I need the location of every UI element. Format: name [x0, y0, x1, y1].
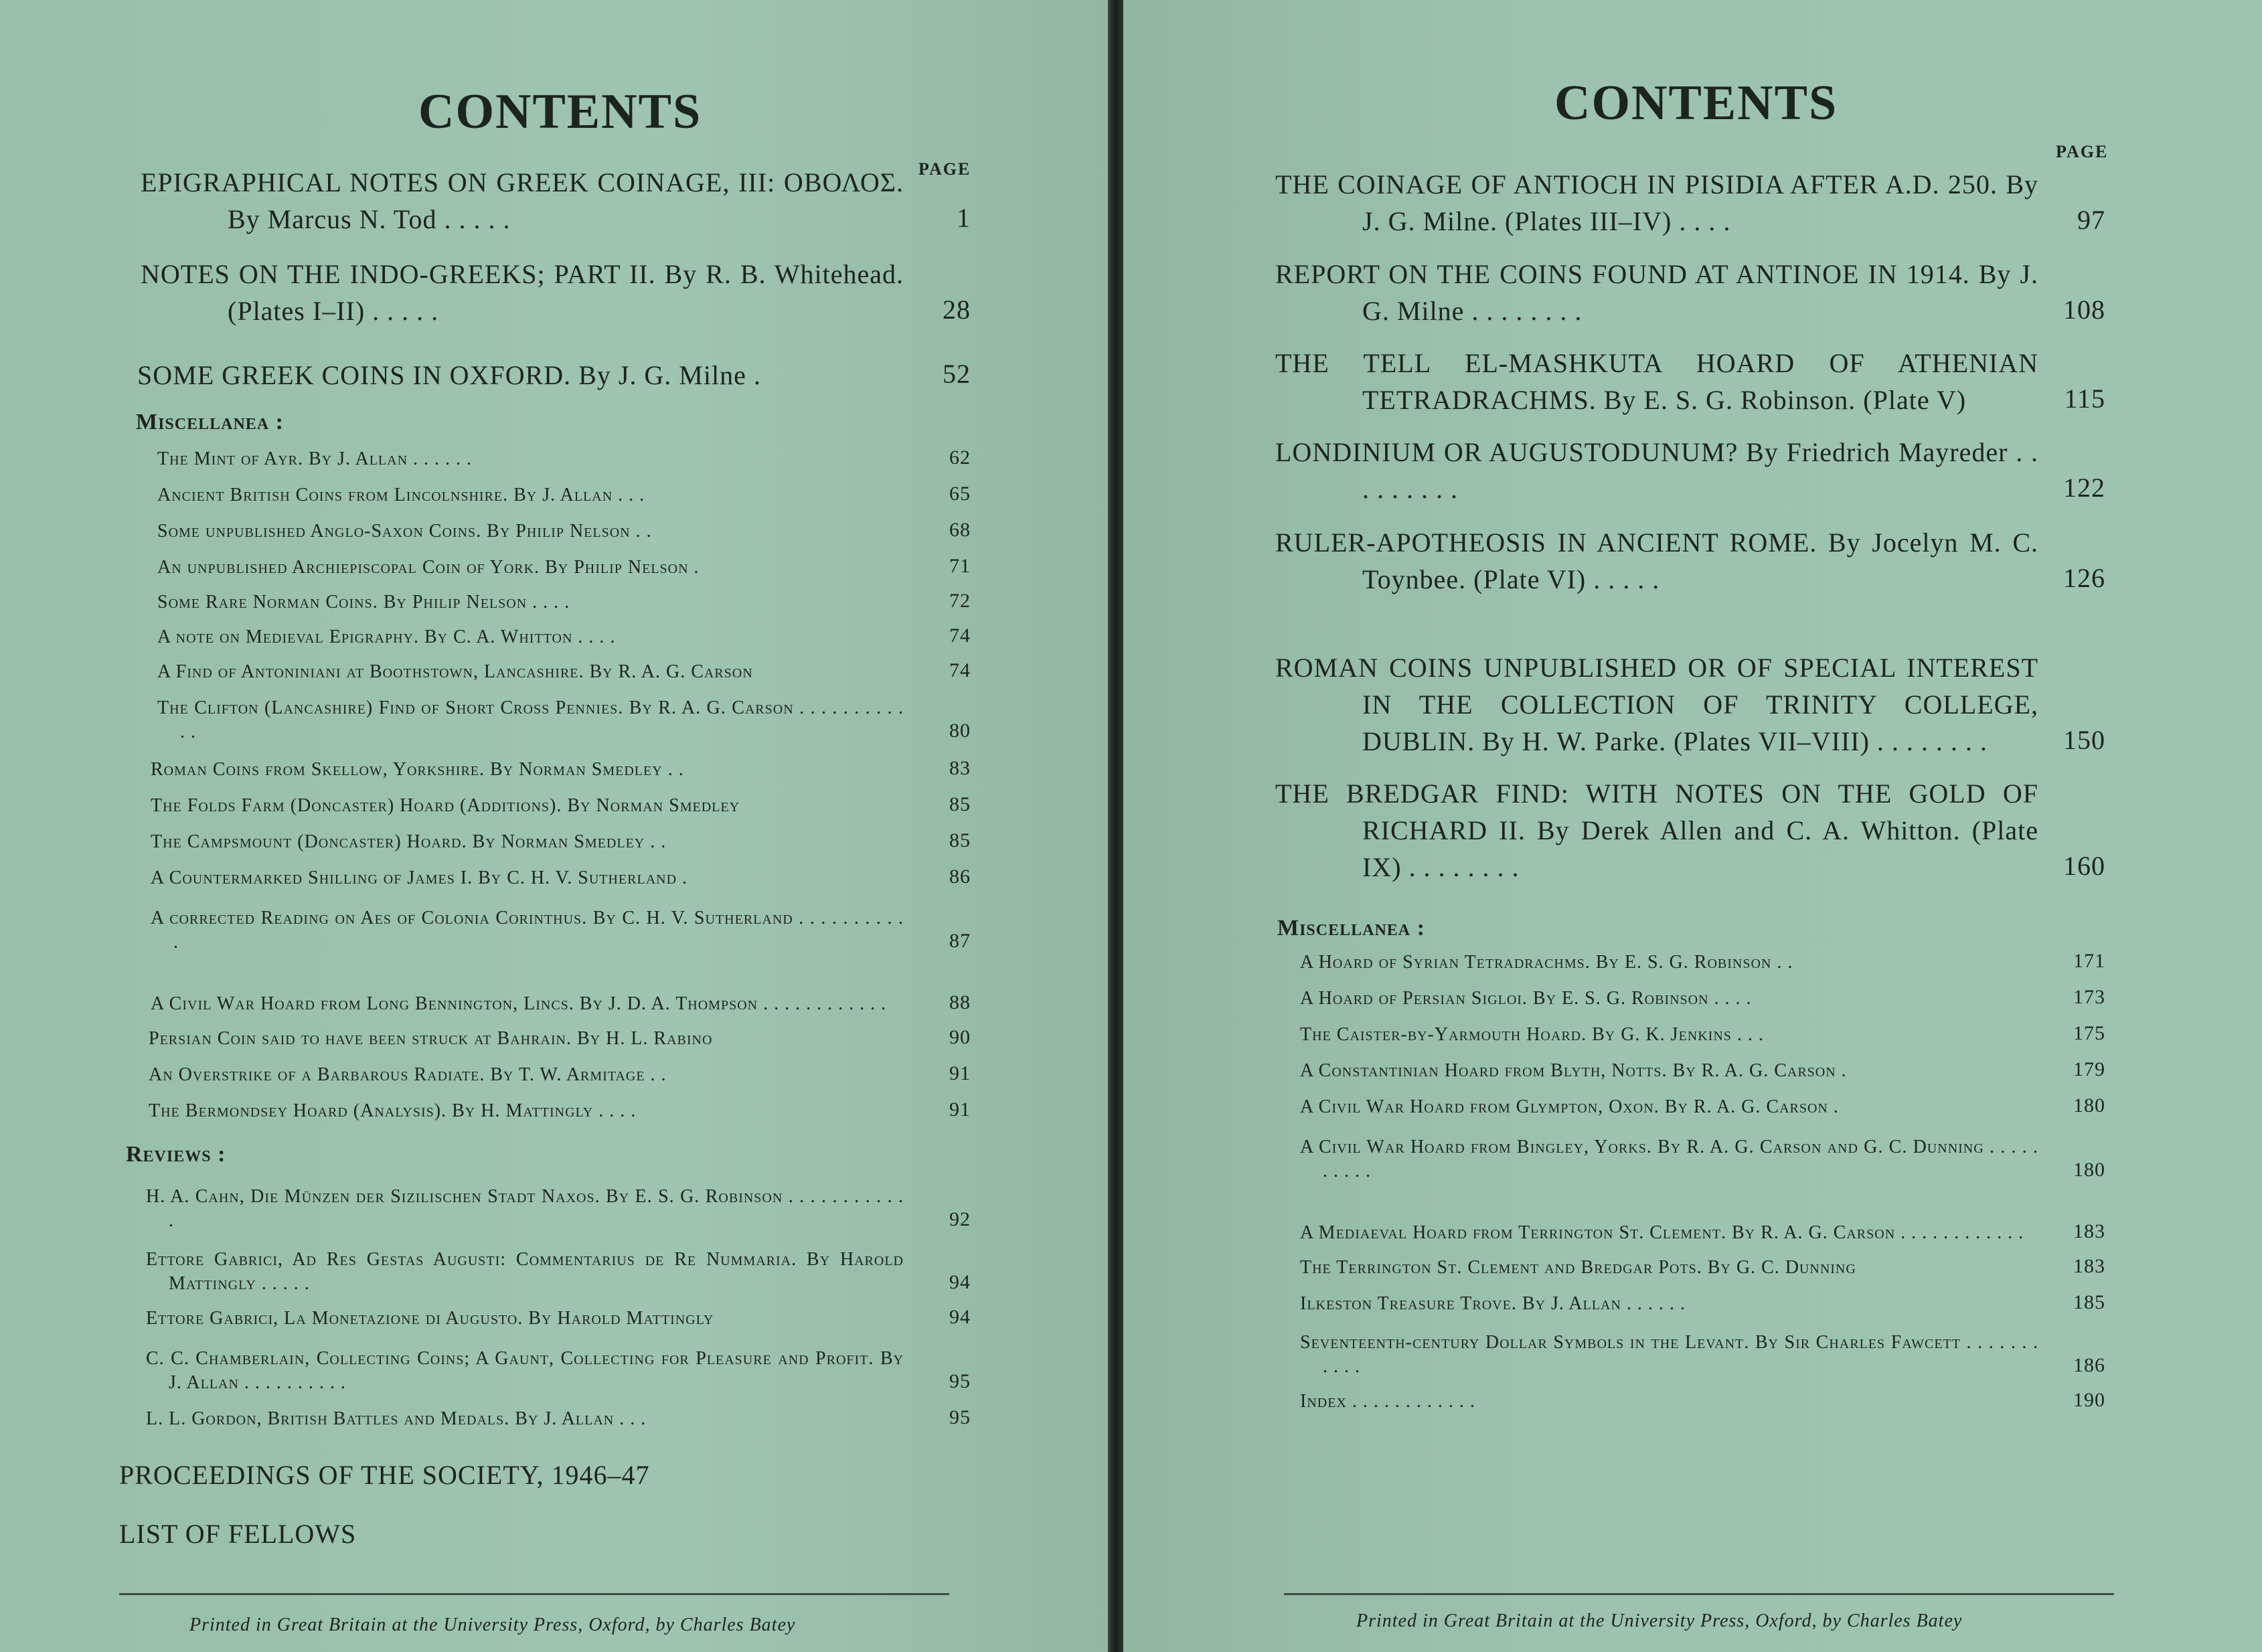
right-misc-item [1300, 1387, 2105, 1414]
misc-title: The Campsmount (Doncaster) Hoard. By Norman Smedley . . [151, 831, 667, 852]
page-number: 86 [949, 865, 971, 888]
right-misc-item [1300, 1130, 2105, 1183]
right-misc-item [1300, 1325, 2105, 1379]
left-article-3 [137, 353, 971, 394]
left-misc-item [157, 517, 971, 544]
page-number: 85 [949, 829, 971, 851]
left-proceedings-heading: PROCEEDINGS OF THE SOCIETY, 1946–47 [119, 1460, 650, 1490]
page-number: 90 [949, 1026, 971, 1048]
page-number: 80 [949, 720, 971, 742]
article-title: RULER-APOTHEOSIS IN ANCIENT ROME. By Jocelyn M. C. Toynbee. (Plate VI) . . . . . [1275, 527, 2038, 594]
misc-title: A Civil War Hoard from Long Bennington, Lincs. By J. D. A. Thompson . . . . . . . . . . . . [151, 993, 887, 1014]
article-title: REPORT ON THE COINS FOUND AT ANTINOE IN 1914. By J. G. Milne . . . . . . . . [1275, 259, 2038, 326]
right-misc-item [1300, 1253, 2105, 1280]
misc-title: Ilkeston Treasure Trove. By J. Allan . . . . . . [1300, 1293, 1686, 1314]
page-number: 108 [2063, 295, 2105, 325]
right-misc-item [1300, 1092, 2105, 1119]
article-title: NOTES ON THE INDO-GREEKS; PART II. By R. B. Whitehead. (Plates I–II) . . . . . [141, 259, 904, 326]
right-misc-item [1300, 1289, 2105, 1316]
misc-title: A Find of Antoniniani at Boothstown, Lancashire. By R. A. G. Carson [157, 661, 753, 682]
misc-title: A Constantinian Hoard from Blyth, Notts. By R. A. G. Carson . [1300, 1060, 1847, 1081]
review-title: C. C. Chamberlain, Collecting Coins; A Gaunt, Collecting for Pleasure and Profit. By J. Allan . . . . . . . . . . [146, 1348, 904, 1393]
left-review-item [146, 1304, 971, 1331]
review-title: Ettore Gabrici, La Monetazione di Augusto. By Harold Mattingly [146, 1308, 714, 1329]
page-number: 72 [949, 590, 971, 612]
page-number: 83 [949, 757, 971, 779]
misc-title: Persian Coin said to have been struck at Bahrain. By H. L. Rabino [149, 1028, 713, 1049]
left-review-item [146, 1341, 971, 1395]
page-number: 179 [2073, 1058, 2105, 1080]
left-misc-item [151, 755, 971, 782]
page-number: 85 [949, 793, 971, 815]
page-number: 1 [957, 203, 971, 233]
right-article-1 [1275, 166, 2105, 240]
misc-title: The Bermondsey Hoard (Analysis). By H. Mattingly . . . . [149, 1100, 637, 1121]
left-misc-item [157, 553, 971, 580]
page-number: 95 [949, 1406, 971, 1428]
page-number: 74 [949, 625, 971, 647]
book-spine [1108, 0, 1123, 1652]
left-contents-title: CONTENTS [418, 84, 702, 139]
left-misc-item [151, 827, 971, 854]
misc-title: A Mediaeval Hoard from Terrington St. Clement. By R. A. G. Carson . . . . . . . . . . . . [1300, 1222, 2024, 1243]
misc-title: Some Rare Norman Coins. By Philip Nelson . . . . [157, 592, 570, 612]
misc-title: The Folds Farm (Doncaster) Hoard (Additions). By Norman Smedley [151, 795, 740, 816]
right-miscellanea-heading: Miscellanea : [1277, 916, 1425, 940]
page-number: 94 [949, 1306, 971, 1328]
right-article-3 [1275, 345, 2105, 418]
misc-title: A corrected Reading on Aes of Colonia Corinthus. By C. H. V. Sutherland . . . . . . . . . . . [151, 908, 904, 953]
right-misc-item [1300, 1020, 2105, 1047]
page-number: 28 [943, 295, 971, 325]
page-number: 52 [943, 359, 971, 389]
page-number: 175 [2073, 1022, 2105, 1044]
left-reviews-heading: Reviews : [126, 1142, 226, 1167]
article-title: ROMAN COINS UNPUBLISHED OR OF SPECIAL INTEREST IN THE COLLECTION OF TRINITY COLLEGE, DUBLIN. By H. W. Parke. (Plates VII–VIII) . . . . . . . . [1275, 653, 2038, 756]
left-review-item [146, 1242, 971, 1296]
page-number: 97 [2077, 205, 2105, 235]
right-footer-rule [1284, 1593, 2114, 1595]
article-title: LONDINIUM OR AUGUSTODUNUM? By Friedrich Mayreder . . . . . . . . . [1275, 437, 2038, 504]
left-misc-item [157, 444, 971, 471]
left-misc-item [149, 1060, 971, 1087]
page-number: 62 [949, 446, 971, 469]
misc-title: Seventeenth-century Dollar Symbols in the Levant. By Sir Charles Fawcett . . . . . . . . . . . [1300, 1332, 2038, 1377]
page-number: 171 [2073, 950, 2105, 972]
left-page [0, 0, 1108, 1652]
left-miscellanea-heading: Miscellanea : [136, 410, 284, 434]
right-article-7 [1275, 775, 2105, 886]
page-number: 126 [2063, 563, 2105, 593]
page-number: 180 [2073, 1159, 2105, 1181]
page-number: 94 [949, 1271, 971, 1293]
page-number: 185 [2073, 1291, 2105, 1313]
page-number: 183 [2073, 1255, 2105, 1277]
page-number: 115 [2064, 384, 2105, 414]
right-misc-item [1300, 984, 2105, 1011]
misc-title: The Terrington St. Clement and Bredgar Pots. By G. C. Dunning [1300, 1257, 1856, 1278]
page-number: 180 [2073, 1094, 2105, 1117]
misc-title: A Countermarked Shilling of James I. By C. H. V. Sutherland . [151, 868, 688, 888]
left-misc-item [149, 1096, 971, 1123]
right-misc-item [1300, 948, 2105, 975]
left-misc-item [151, 863, 971, 890]
right-article-4 [1275, 434, 2105, 507]
left-misc-item [157, 588, 971, 614]
misc-title: Ancient British Coins from Lincolnshire. By J. Allan . . . [157, 485, 645, 505]
page-number: 68 [949, 519, 971, 541]
misc-title: The Clifton (Lancashire) Find of Short Cross Pennies. By R. A. G. Carson . . . . . . . . . . . . [157, 697, 904, 742]
left-fellows-heading: LIST OF FELLOWS [119, 1519, 357, 1549]
left-misc-item [157, 693, 971, 744]
page-number: 160 [2063, 851, 2105, 881]
right-page [1123, 0, 2262, 1652]
article-title: EPIGRAPHICAL NOTES ON GREEK COINAGE, III: ΟΒΟΛΟΣ. By Marcus N. Tod . . . . . [141, 167, 904, 234]
review-title: L. L. Gordon, British Battles and Medals. By J. Allan . . . [146, 1408, 647, 1429]
page-number: 74 [949, 659, 971, 681]
page-number: 190 [2073, 1389, 2105, 1411]
review-title: H. A. Cahn, Die Münzen der Sizilischen Stadt Naxos. By E. S. G. Robinson . . . . . . . . . . . . [146, 1186, 904, 1231]
right-contents-title: CONTENTS [1554, 76, 1838, 131]
right-article-2 [1275, 256, 2105, 329]
misc-title: A Hoard of Syrian Tetradrachms. By E. S. G. Robinson . . [1300, 952, 1793, 973]
left-review-item [146, 1179, 971, 1233]
right-page-column-label: PAGE [2056, 142, 2109, 161]
page-number: 88 [949, 991, 971, 1013]
left-review-item [146, 1404, 971, 1431]
right-article-5 [1275, 524, 2105, 598]
article-title: THE TELL EL-MASHKUTA HOARD OF ATHENIAN TETRADRACHMS. By E. S. G. Robinson. (Plate V) [1275, 348, 2038, 415]
misc-title: The Mint of Ayr. By J. Allan . . . . . . [157, 448, 473, 469]
misc-title: A note on Medieval Epigraphy. By C. A. Whitton . . . . [157, 627, 616, 647]
page-number: 71 [949, 555, 971, 577]
misc-title: The Caister-by-Yarmouth Hoard. By G. K. Jenkins . . . [1300, 1024, 1764, 1045]
left-misc-item [157, 657, 971, 684]
page-number: 91 [949, 1098, 971, 1121]
page-number: 150 [2063, 725, 2105, 755]
left-footer-rule [119, 1593, 949, 1595]
misc-title: Roman Coins from Skellow, Yorkshire. By Norman Smedley . . [151, 759, 684, 780]
review-title: Ettore Gabrici, Ad Res Gestas Augusti: Commentarius de Re Nummaria. By Harold Mattingly . . . . . [146, 1249, 904, 1294]
misc-title: Index . . . . . . . . . . . . [1300, 1391, 1475, 1412]
article-title: THE BREDGAR FIND: WITH NOTES ON THE GOLD OF RICHARD II. By Derek Allen and C. A. Whitton. (Plate IX) . . . . . . . . [1275, 778, 2038, 882]
page-number: 91 [949, 1062, 971, 1084]
page-number: 122 [2063, 473, 2105, 503]
page-number: 173 [2073, 986, 2105, 1008]
page-number: 92 [949, 1208, 971, 1230]
article-title: SOME GREEK COINS IN OXFORD. By J. G. Milne . [137, 360, 761, 390]
right-article-6 [1275, 612, 2105, 760]
page-number: 95 [949, 1370, 971, 1392]
left-misc-item [151, 963, 971, 1016]
page-number: 186 [2073, 1354, 2105, 1376]
page-number: 65 [949, 483, 971, 505]
misc-title: An unpublished Archiepiscopal Coin of York. By Philip Nelson . [157, 557, 700, 578]
misc-title: A Civil War Hoard from Glympton, Oxon. By R. A. G. Carson . [1300, 1096, 1839, 1117]
left-article-2 [141, 256, 971, 329]
left-page-column-label: PAGE [918, 159, 971, 179]
article-title: THE COINAGE OF ANTIOCH IN PISIDIA AFTER A.D. 250. By J. G. Milne. (Plates III–IV) . . . . [1275, 169, 2038, 236]
left-misc-item [157, 481, 971, 507]
left-misc-item [149, 1024, 971, 1051]
misc-title: A Hoard of Persian Sigloi. By E. S. G. Robinson . . . . [1300, 988, 1752, 1009]
left-misc-item [151, 901, 971, 955]
right-printer-line: Printed in Great Britain at the University Press, Oxford, by Charles Batey [1356, 1610, 1963, 1631]
misc-title: An Overstrike of a Barbarous Radiate. By T. W. Armitage . . [149, 1064, 667, 1085]
misc-title: A Civil War Hoard from Bingley, Yorks. By R. A. G. Carson and G. C. Dunning . . . . . . . . . . [1300, 1137, 2038, 1181]
right-misc-item [1300, 1191, 2105, 1245]
left-misc-item [157, 623, 971, 649]
page-number: 183 [2073, 1220, 2105, 1242]
page-number: 87 [949, 930, 971, 952]
misc-title: Some unpublished Anglo-Saxon Coins. By Philip Nelson . . [157, 521, 652, 542]
right-misc-item [1300, 1056, 2105, 1083]
left-article-1 [141, 164, 971, 238]
left-misc-item [151, 791, 971, 818]
left-printer-line: Printed in Great Britain at the University Press, Oxford, by Charles Batey [189, 1615, 796, 1635]
